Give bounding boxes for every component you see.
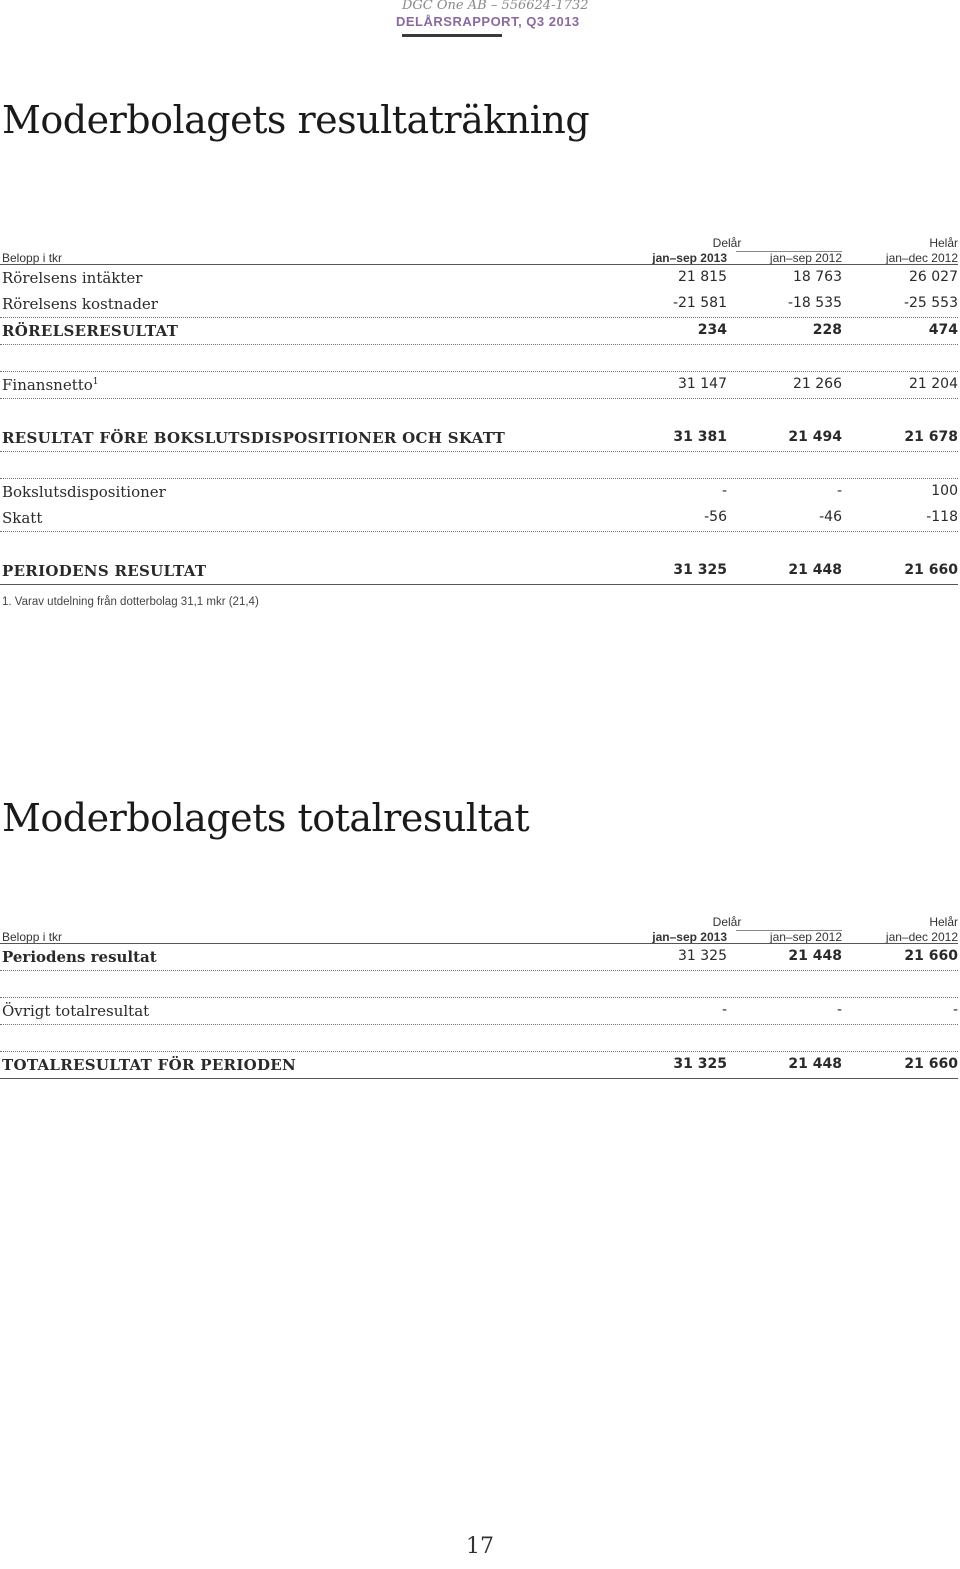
report-name: DELÅRSRAPPORT, Q3 2013 xyxy=(396,14,580,29)
footnote: 1. Varav utdelning från dotterbolag 31,1 mkr (21,4) xyxy=(2,596,259,608)
company-name: DGC One AB – 556624-1732 xyxy=(402,0,589,13)
value-fy2012: - xyxy=(952,1002,958,1018)
value-2012: 228 xyxy=(812,322,842,338)
row-label: Rörelsens intäkter xyxy=(2,269,143,287)
value-fy2012: 21 678 xyxy=(904,429,958,445)
value-2013: - xyxy=(721,1002,727,1018)
value-fy2012: 474 xyxy=(928,322,958,338)
value-2012: - xyxy=(836,483,842,499)
value-fy2012: 21 660 xyxy=(904,948,958,964)
comprehensive-income-table xyxy=(0,915,958,1079)
amount-unit-label: Belopp i tkr xyxy=(2,930,63,944)
value-2013: -56 xyxy=(704,509,727,525)
col-header-jan-sep-2013: jan–sep 2013 xyxy=(652,251,727,265)
value-2012: 21 448 xyxy=(788,948,842,964)
value-2013: 31 325 xyxy=(678,948,727,964)
table-row xyxy=(0,998,958,1025)
value-2012: -18 535 xyxy=(787,295,842,311)
table-row xyxy=(0,425,958,452)
col-header-jan-dec-2012: jan–dec 2012 xyxy=(885,930,958,944)
value-2013: 21 815 xyxy=(678,269,727,285)
table-row xyxy=(0,943,958,971)
row-label: RESULTAT FÖRE BOKSLUTSDISPOSITIONER OCH SKATT xyxy=(2,429,506,447)
row-label: Bokslutsdispositioner xyxy=(2,483,166,501)
col-header-jan-sep-2012: jan–sep 2012 xyxy=(769,930,842,944)
value-2013: 31 147 xyxy=(678,376,727,392)
row-label: TOTALRESULTAT FÖR PERIODEN xyxy=(2,1056,297,1074)
table-row xyxy=(0,291,958,317)
footnote-ref: 1 xyxy=(92,377,99,387)
value-2013: - xyxy=(721,483,727,499)
row-spacer xyxy=(0,1025,958,1052)
interim-group-label: Delår xyxy=(712,236,742,250)
table-row xyxy=(0,505,958,532)
value-2012: 18 763 xyxy=(793,269,842,285)
value-2013: 31 381 xyxy=(673,429,727,445)
value-2012: 21 448 xyxy=(788,562,842,578)
value-fy2012: 21 660 xyxy=(904,562,958,578)
value-2012: 21 266 xyxy=(793,376,842,392)
page-number: 17 xyxy=(466,1534,494,1559)
row-label: PERIODENS RESULTAT xyxy=(2,562,207,580)
value-fy2012: -118 xyxy=(926,509,958,525)
value-2012: -46 xyxy=(819,509,842,525)
header-rule xyxy=(402,34,502,37)
row-label xyxy=(2,376,99,394)
table-row xyxy=(0,1052,958,1079)
value-fy2012: 26 027 xyxy=(909,269,958,285)
income-statement-table xyxy=(0,236,958,585)
interim-group-header xyxy=(612,915,842,929)
row-label: RÖRELSERESULTAT xyxy=(2,322,179,340)
value-2013: 234 xyxy=(697,322,727,338)
value-fy2012: 21 204 xyxy=(909,376,958,392)
full-year-group-label: Helår xyxy=(929,915,958,929)
table-row xyxy=(0,264,958,291)
value-fy2012: -25 553 xyxy=(903,295,958,311)
value-fy2012: 100 xyxy=(931,483,958,499)
table-row xyxy=(0,479,958,505)
value-2012: 21 494 xyxy=(788,429,842,445)
value-2012: - xyxy=(836,1002,842,1018)
amount-unit-label: Belopp i tkr xyxy=(2,251,63,265)
table-row xyxy=(0,317,958,345)
table-column-header xyxy=(0,915,958,943)
row-spacer xyxy=(0,345,958,372)
row-spacer xyxy=(0,452,958,479)
row-label: Övrigt totalresultat xyxy=(2,1002,150,1020)
col-header-jan-sep-2012: jan–sep 2012 xyxy=(769,251,842,265)
col-header-jan-sep-2013: jan–sep 2013 xyxy=(652,930,727,944)
interim-group-header xyxy=(612,236,842,250)
comprehensive-income-title: Moderbolagets totalresultat xyxy=(2,796,530,840)
row-spacer xyxy=(0,399,958,425)
full-year-group-label: Helår xyxy=(929,236,958,250)
value-2012: 21 448 xyxy=(788,1056,842,1072)
row-spacer xyxy=(0,532,958,558)
table-row xyxy=(0,372,958,399)
value-2013: 31 325 xyxy=(673,1056,727,1072)
table-column-header xyxy=(0,236,958,264)
col-header-jan-dec-2012: jan–dec 2012 xyxy=(885,251,958,265)
value-fy2012: 21 660 xyxy=(904,1056,958,1072)
row-spacer xyxy=(0,971,958,998)
row-label: Rörelsens kostnader xyxy=(2,295,158,313)
row-label: Periodens resultat xyxy=(2,948,157,966)
table-row xyxy=(0,558,958,585)
row-label-text: Finansnetto xyxy=(2,376,93,394)
value-2013: 31 325 xyxy=(673,562,727,578)
value-2013: -21 581 xyxy=(672,295,727,311)
income-statement-title: Moderbolagets resultaträkning xyxy=(2,98,590,142)
interim-group-label: Delår xyxy=(712,915,742,929)
row-label: Skatt xyxy=(2,509,43,527)
